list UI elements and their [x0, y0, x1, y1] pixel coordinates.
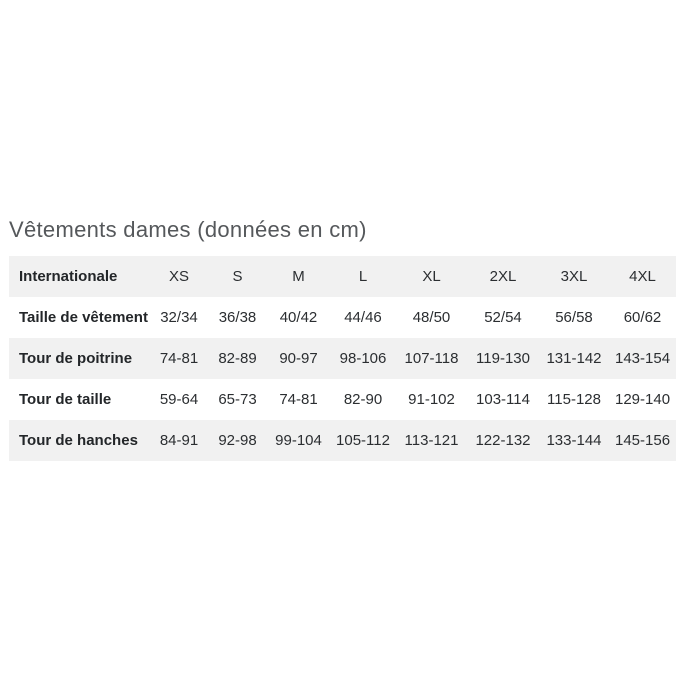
table-header-row	[9, 256, 676, 297]
row-label: Tour de taille	[19, 391, 112, 408]
table-row-hips	[9, 420, 676, 461]
value-cell: 107-118	[404, 350, 459, 367]
size-table	[9, 256, 676, 461]
value-cell: 74-81	[159, 350, 199, 367]
value-cell: 82-90	[343, 391, 383, 408]
value-cell: 48/50	[412, 309, 451, 326]
value-cell: 91-102	[408, 391, 455, 408]
value-cell: 59-64	[159, 391, 199, 408]
table-row-garment-size	[9, 297, 676, 338]
size-guide-content	[9, 217, 676, 461]
page-title: Vêtements dames (données en cm)	[9, 217, 367, 242]
value-cell: 36/38	[218, 309, 257, 326]
value-cell: 40/42	[279, 309, 318, 326]
header-size-3xl: 3XL	[560, 268, 588, 285]
value-cell: 119-130	[476, 350, 530, 367]
value-cell: 131-142	[546, 350, 602, 367]
value-cell: 129-140	[615, 391, 671, 408]
value-cell: 92-98	[218, 432, 257, 449]
row-label: Taille de vêtement	[19, 309, 148, 326]
header-size-xl: XL	[422, 268, 441, 285]
value-cell: 56/58	[555, 309, 593, 326]
value-cell: 65-73	[218, 391, 257, 408]
header-size-4xl: 4XL	[629, 268, 656, 285]
value-cell: 90-97	[279, 350, 318, 367]
header-size-2xl: 2XL	[489, 268, 517, 285]
value-cell: 60/62	[623, 309, 662, 326]
header-size-s: S	[232, 268, 243, 285]
value-cell: 103-114	[476, 391, 530, 408]
table-row-chest	[9, 338, 676, 379]
header-size-xs: XS	[168, 268, 189, 285]
value-cell: 99-104	[275, 432, 322, 449]
value-cell: 74-81	[279, 391, 318, 408]
header-size-m: M	[292, 268, 305, 285]
table-row-waist	[9, 379, 676, 420]
value-cell: 145-156	[615, 432, 671, 449]
value-cell: 84-91	[159, 432, 199, 449]
value-cell: 82-89	[218, 350, 257, 367]
value-cell: 52/54	[484, 309, 522, 326]
value-cell: 98-106	[339, 350, 387, 367]
value-cell: 115-128	[547, 391, 601, 408]
row-label: Tour de hanches	[19, 432, 138, 449]
row-label: Tour de poitrine	[19, 350, 133, 367]
value-cell: 105-112	[336, 432, 390, 449]
value-cell: 44/46	[344, 309, 382, 326]
header-label: Internationale	[19, 268, 118, 285]
value-cell: 143-154	[615, 350, 671, 367]
value-cell: 32/34	[160, 309, 198, 326]
value-cell: 113-121	[404, 432, 459, 449]
value-cell: 122-132	[475, 432, 531, 449]
header-size-l: L	[358, 268, 368, 285]
value-cell: 133-144	[546, 432, 602, 449]
